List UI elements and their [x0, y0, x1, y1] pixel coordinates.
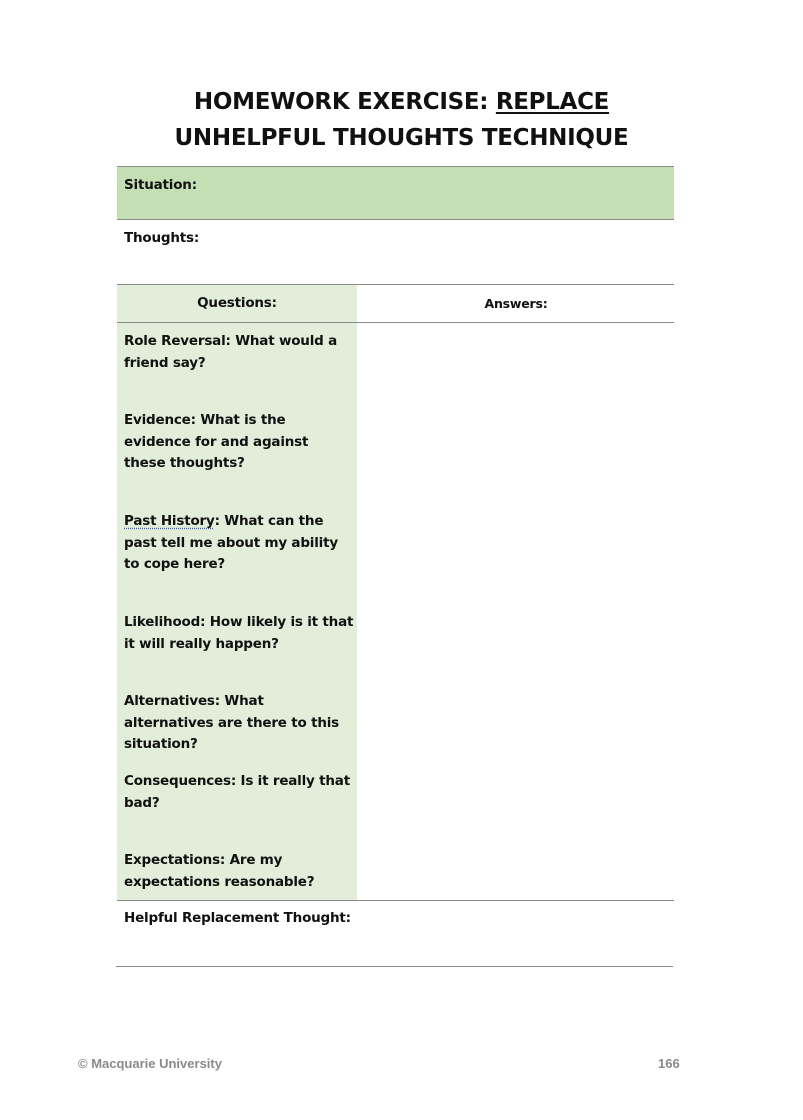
- helpful-replacement-thought-field[interactable]: Helpful Replacement Thought:: [124, 910, 351, 926]
- table-top-rule: [117, 166, 674, 167]
- questions-bottom-rule: [117, 900, 674, 901]
- table-bottom-rule: [116, 966, 673, 967]
- question-likelihood: Likelihood: How likely is it that it will really happen?: [124, 614, 354, 652]
- thoughts-bottom-rule: [117, 284, 674, 285]
- question-expectations: Expectations: Are my expectations reasonable?: [124, 852, 315, 890]
- thoughts-field[interactable]: Thoughts:: [124, 230, 200, 246]
- questions-header: Questions:: [197, 295, 277, 311]
- situation-row-background: [117, 166, 674, 219]
- title-line-1: HOMEWORK EXERCISE: REPLACE: [193, 89, 610, 115]
- question-alternatives: Alternatives: What alternatives are there to this situation?: [124, 693, 340, 752]
- question-consequences: Consequences: Is it really that bad?: [124, 773, 350, 811]
- question-role-reversal: Role Reversal: What would a friend say?: [124, 333, 338, 371]
- copyright-footer: © Macquarie University: [78, 1056, 222, 1071]
- past-history-term: Past History: [124, 513, 215, 529]
- question-evidence: Evidence: What is the evidence for and against these thoughts?: [124, 412, 309, 471]
- answers-header: Answers:: [484, 296, 548, 311]
- header-bottom-rule: [117, 322, 674, 323]
- question-past-history: Past History: What can the past tell me about my ability to cope here?: [124, 513, 338, 572]
- page-number: 166: [658, 1056, 680, 1071]
- title-underlined-word: REPLACE: [495, 89, 610, 115]
- situation-field[interactable]: Situation:: [124, 177, 197, 193]
- page-title: [0, 84, 803, 156]
- title-line-2: UNHELPFUL THOUGHTS TECHNIQUE: [174, 125, 629, 151]
- situation-bottom-rule: [117, 219, 674, 220]
